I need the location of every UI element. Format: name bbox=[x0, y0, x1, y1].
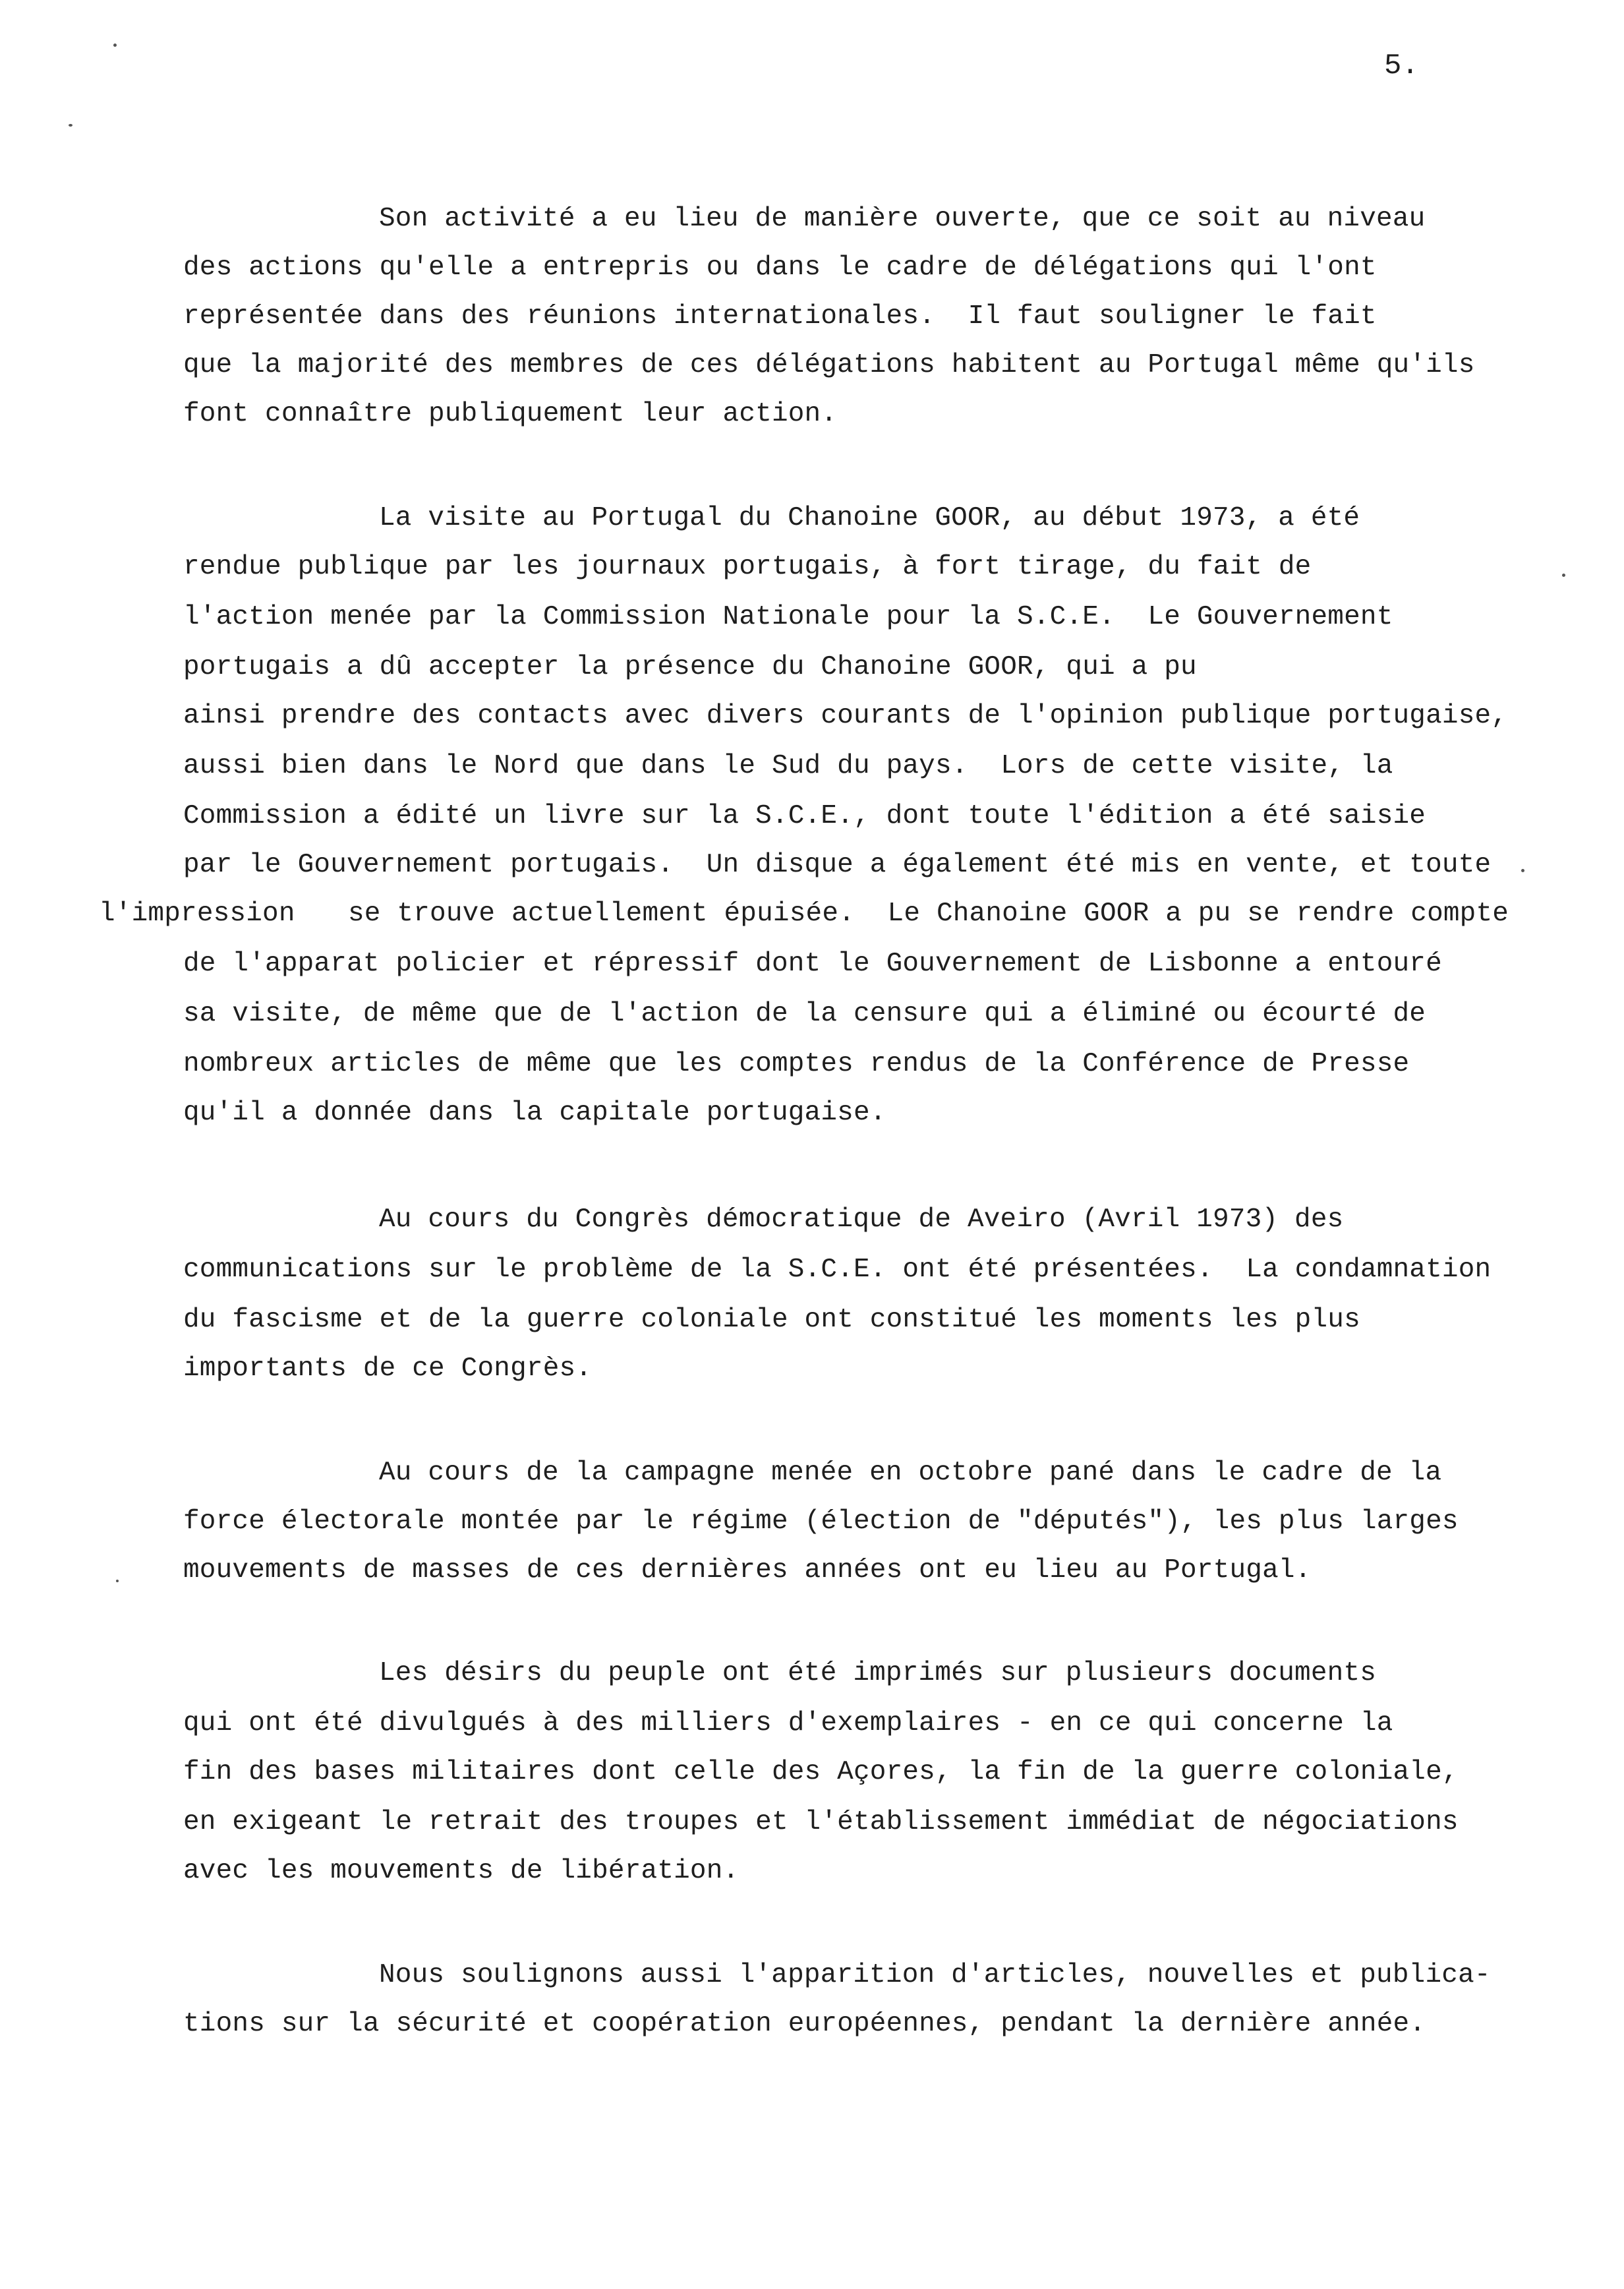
paragraph-line: Les désirs du peuple ont été imprimés sur plusieurs documents bbox=[379, 1658, 1377, 1688]
paragraph-line: que la majorité des membres de ces délégations habitent au Portugal même qu'ils bbox=[183, 350, 1475, 380]
paragraph-line: qui ont été divulgués à des milliers d'exemplaires - en ce qui concerne la bbox=[183, 1708, 1393, 1739]
scan-speck bbox=[113, 44, 117, 47]
paragraph-line: nombreux articles de même que les comptes rendus de la Conférence de Presse bbox=[183, 1049, 1410, 1079]
paragraph-line: aussi bien dans le Nord que dans le Sud du pays. Lors de cette visite, la bbox=[183, 751, 1393, 781]
paragraph-line: en exigeant le retrait des troupes et l'établissement immédiat de négociations bbox=[183, 1807, 1459, 1837]
paragraph-line: Au cours du Congrès démocratique de Aveiro (Avril 1973) des bbox=[379, 1204, 1344, 1235]
paragraph-line: mouvements de masses de ces dernières années ont eu lieu au Portugal. bbox=[183, 1555, 1312, 1586]
paragraph-line: ainsi prendre des contacts avec divers courants de l'opinion publique portugaise, bbox=[183, 701, 1508, 731]
paragraph-line-continuation: se trouve actuellement épuisée. Le Chanoine GOOR a pu se rendre compte bbox=[348, 899, 1509, 929]
paragraph-line: fin des bases militaires dont celle des Açores, la fin de la guerre coloniale, bbox=[183, 1757, 1459, 1787]
paragraph-line: du fascisme et de la guerre coloniale ont constitué les moments les plus bbox=[183, 1305, 1360, 1335]
paragraph-line: force électorale montée par le régime (élection de "députés"), les plus larges bbox=[183, 1506, 1459, 1537]
paragraph-line: l'action menée par la Commission Nationale pour la S.C.E. Le Gouvernement bbox=[183, 602, 1393, 632]
paragraph-line: communications sur le problème de la S.C.E. ont été présentées. La condamnation bbox=[183, 1255, 1492, 1285]
paragraph-line: font connaître publiquement leur action. bbox=[183, 399, 838, 429]
paragraph-line: qu'il a donnée dans la capitale portugaise. bbox=[183, 1098, 886, 1128]
paragraph-line: Nous soulignons aussi l'apparition d'articles, nouvelles et publica- bbox=[379, 1960, 1491, 1990]
paragraph-line: avec les mouvements de libération. bbox=[183, 1856, 740, 1886]
paragraph-line: par le Gouvernement portugais. Un disque a également été mis en vente, et toute bbox=[183, 850, 1492, 880]
scan-speck bbox=[1521, 869, 1524, 872]
paragraph-line: La visite au Portugal du Chanoine GOOR, au début 1973, a été bbox=[379, 503, 1360, 533]
paragraph-line: des actions qu'elle a entrepris ou dans le cadre de délégations qui l'ont bbox=[183, 253, 1377, 283]
paragraph-line: tions sur la sécurité et coopération européennes, pendant la dernière année. bbox=[183, 2009, 1426, 2039]
scan-speck bbox=[69, 124, 72, 127]
paragraph-line: de l'apparat policier et répressif dont le Gouvernement de Lisbonne a entouré bbox=[183, 949, 1442, 979]
scan-speck bbox=[1562, 574, 1565, 577]
paragraph-line: portugais a dû accepter la présence du Chanoine GOOR, qui a pu bbox=[183, 652, 1197, 682]
paragraph-line-outdent: l'impression bbox=[99, 899, 295, 929]
paragraph-line: Son activité a eu lieu de manière ouverte, que ce soit au niveau bbox=[379, 204, 1426, 234]
paragraph-line: représentée dans des réunions internationales. Il faut souligner le fait bbox=[183, 301, 1377, 332]
paragraph-line: Commission a édité un livre sur la S.C.E., dont toute l'édition a été saisie bbox=[183, 801, 1426, 831]
paragraph-line: importants de ce Congrès. bbox=[183, 1353, 593, 1384]
scan-speck bbox=[116, 1580, 119, 1582]
page-number: 5. bbox=[1384, 49, 1419, 82]
paragraph-line: sa visite, de même que de l'action de la censure qui a éliminé ou écourté de bbox=[183, 999, 1426, 1029]
paragraph-line: rendue publique par les journaux portugais, à fort tirage, du fait de bbox=[183, 552, 1312, 582]
paragraph-line: Au cours de la campagne menée en octobre pané dans le cadre de la bbox=[379, 1458, 1442, 1488]
